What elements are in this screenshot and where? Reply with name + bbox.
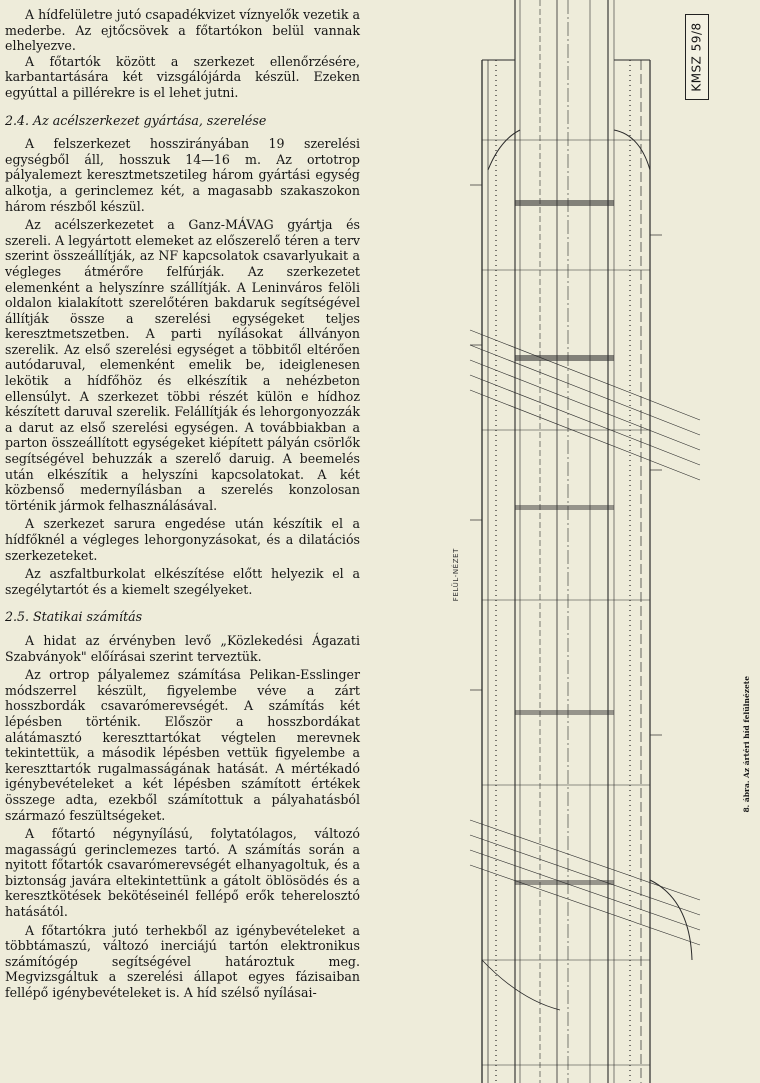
section-heading: 2.4. Az acélszerkezet gyártása, szerelése	[5, 112, 267, 128]
text-column	[5, 7, 360, 1001]
section-heading: 2.5. Statikai számítás	[5, 609, 143, 625]
paragraph: A felszerkezet hosszirányában 19 szerelési egységből áll, hosszuk 14—16 m. Az ortotrop pályalemezt keresztmetszetileg három gyártási egység alkotja, a gerinclemez két, a magasabb szakaszokon három részből készül.	[5, 136, 360, 214]
figure-caption: 8. ábra. Az ártéri híd felülnézete	[742, 676, 751, 813]
paragraph: A szerkezet sarura engedése után készítik el a hídfőknél a végleges lehorgonyzásokat, és a dilatációs szerkezeteket.	[5, 516, 360, 563]
paragraph: A főtartók között a szerkezet ellenőrzésére, karbantartására két vizsgálójárda készül. Ezeken egyúttal a pillérekre is el lehet jutni.	[5, 53, 360, 100]
paragraph: A főtartókra jutó terhekből az igénybevételeket a többtámaszú, változó inerciájú tartón elektronikus számítógép segítségével határoztuk meg. Megvizsgáltuk a szerelési állapot egyes fázisaiban fellépő igénybevételeket is. A híd szélső nyílásai-	[5, 922, 360, 1001]
paragraph: Az ortrop pályalemez számítása Pelikan-Esslinger módszerrel készült, figyelembe véve a zárt hosszbordák csavarómerevségét. A számítás két lépésben történik. Először a hosszbordákat alátámasztó kereszttartókat végtelen merevnek tekintettük, a második lépésben vettük figyelembe a kereszttartók rugalmasságának hatását. A mértékadó igénybevételeket a két lépésben számított értékek összege adta, ezekből számítottuk a pályahatásból származó feszültségeket.	[5, 667, 360, 823]
paragraph: Az acélszerkezetet a Ganz-MÁVAG gyártja és szereli. A legyártott elemeket az előszerelő téren a terv szerint összeállítják, az NF kapcsolatok csavarlyukait a végleges átmérőre felfúrják. Az szerkezetet elemenként a helyszínre szállítják. A Leninváros felöli oldalon kialakított szerelőtéren bakdaruk segítségével állítják össze a szerelési egységeket teljes keresztmetszetben. A parti nyílásokat állványon szerelik. Az első szerelési egységet a többitől eltérően autódaruval, elemenként emelik be, ideiglenesen lekötik a hídfőhöz és elkészítik a nehézbeton ellensúlyt. A szerkezet többi részét külön e hídhoz készített daruval szerelik. Felállítják és lehorgonyozzák a darut az első szerelési egységen. A továbbiakban a parton összeállított egységeket kiépített pályán csörlők segítségével behuzzák a szerelő daruig. A beemelés után elkészítik a helyszíni kapcsolatokat. A két közbenső medernyílásban a szerelés konzolosan történik jármok felhasználásával.	[5, 217, 360, 513]
bridge-plan-drawing	[368, 0, 760, 1083]
paragraph: A hídfelületre jutó csapadékvizet víznyelők vezetik a mederbe. Az ejtőcsövek a főtartókon belül vannak elhelyezve.	[5, 7, 360, 54]
paragraph: A hidat az érvényben levő „Közlekedési Ágazati Szabványok" előírásai szerint terveztük.	[5, 632, 360, 664]
view-label: FELÜL-NÉZET	[452, 548, 460, 602]
archive-stamp: KMSZ 59/8	[685, 14, 709, 100]
paragraph: Az aszfaltburkolat elkészítése előtt helyezik el a szegélytartót és a kiemelt szegélyeket.	[5, 566, 360, 597]
paragraph: A főtartó négynyílású, folytatólagos, változó magasságú gerinclemezes tartó. A számítás során a nyitott főtartók csavarómerevségét elhanyagoltuk, és a biztonság javára eltekintettünk a gátolt öblösödés és a keresztkötések bekötéseinél fellépő erők teherelosztó hatásától.	[5, 826, 360, 920]
